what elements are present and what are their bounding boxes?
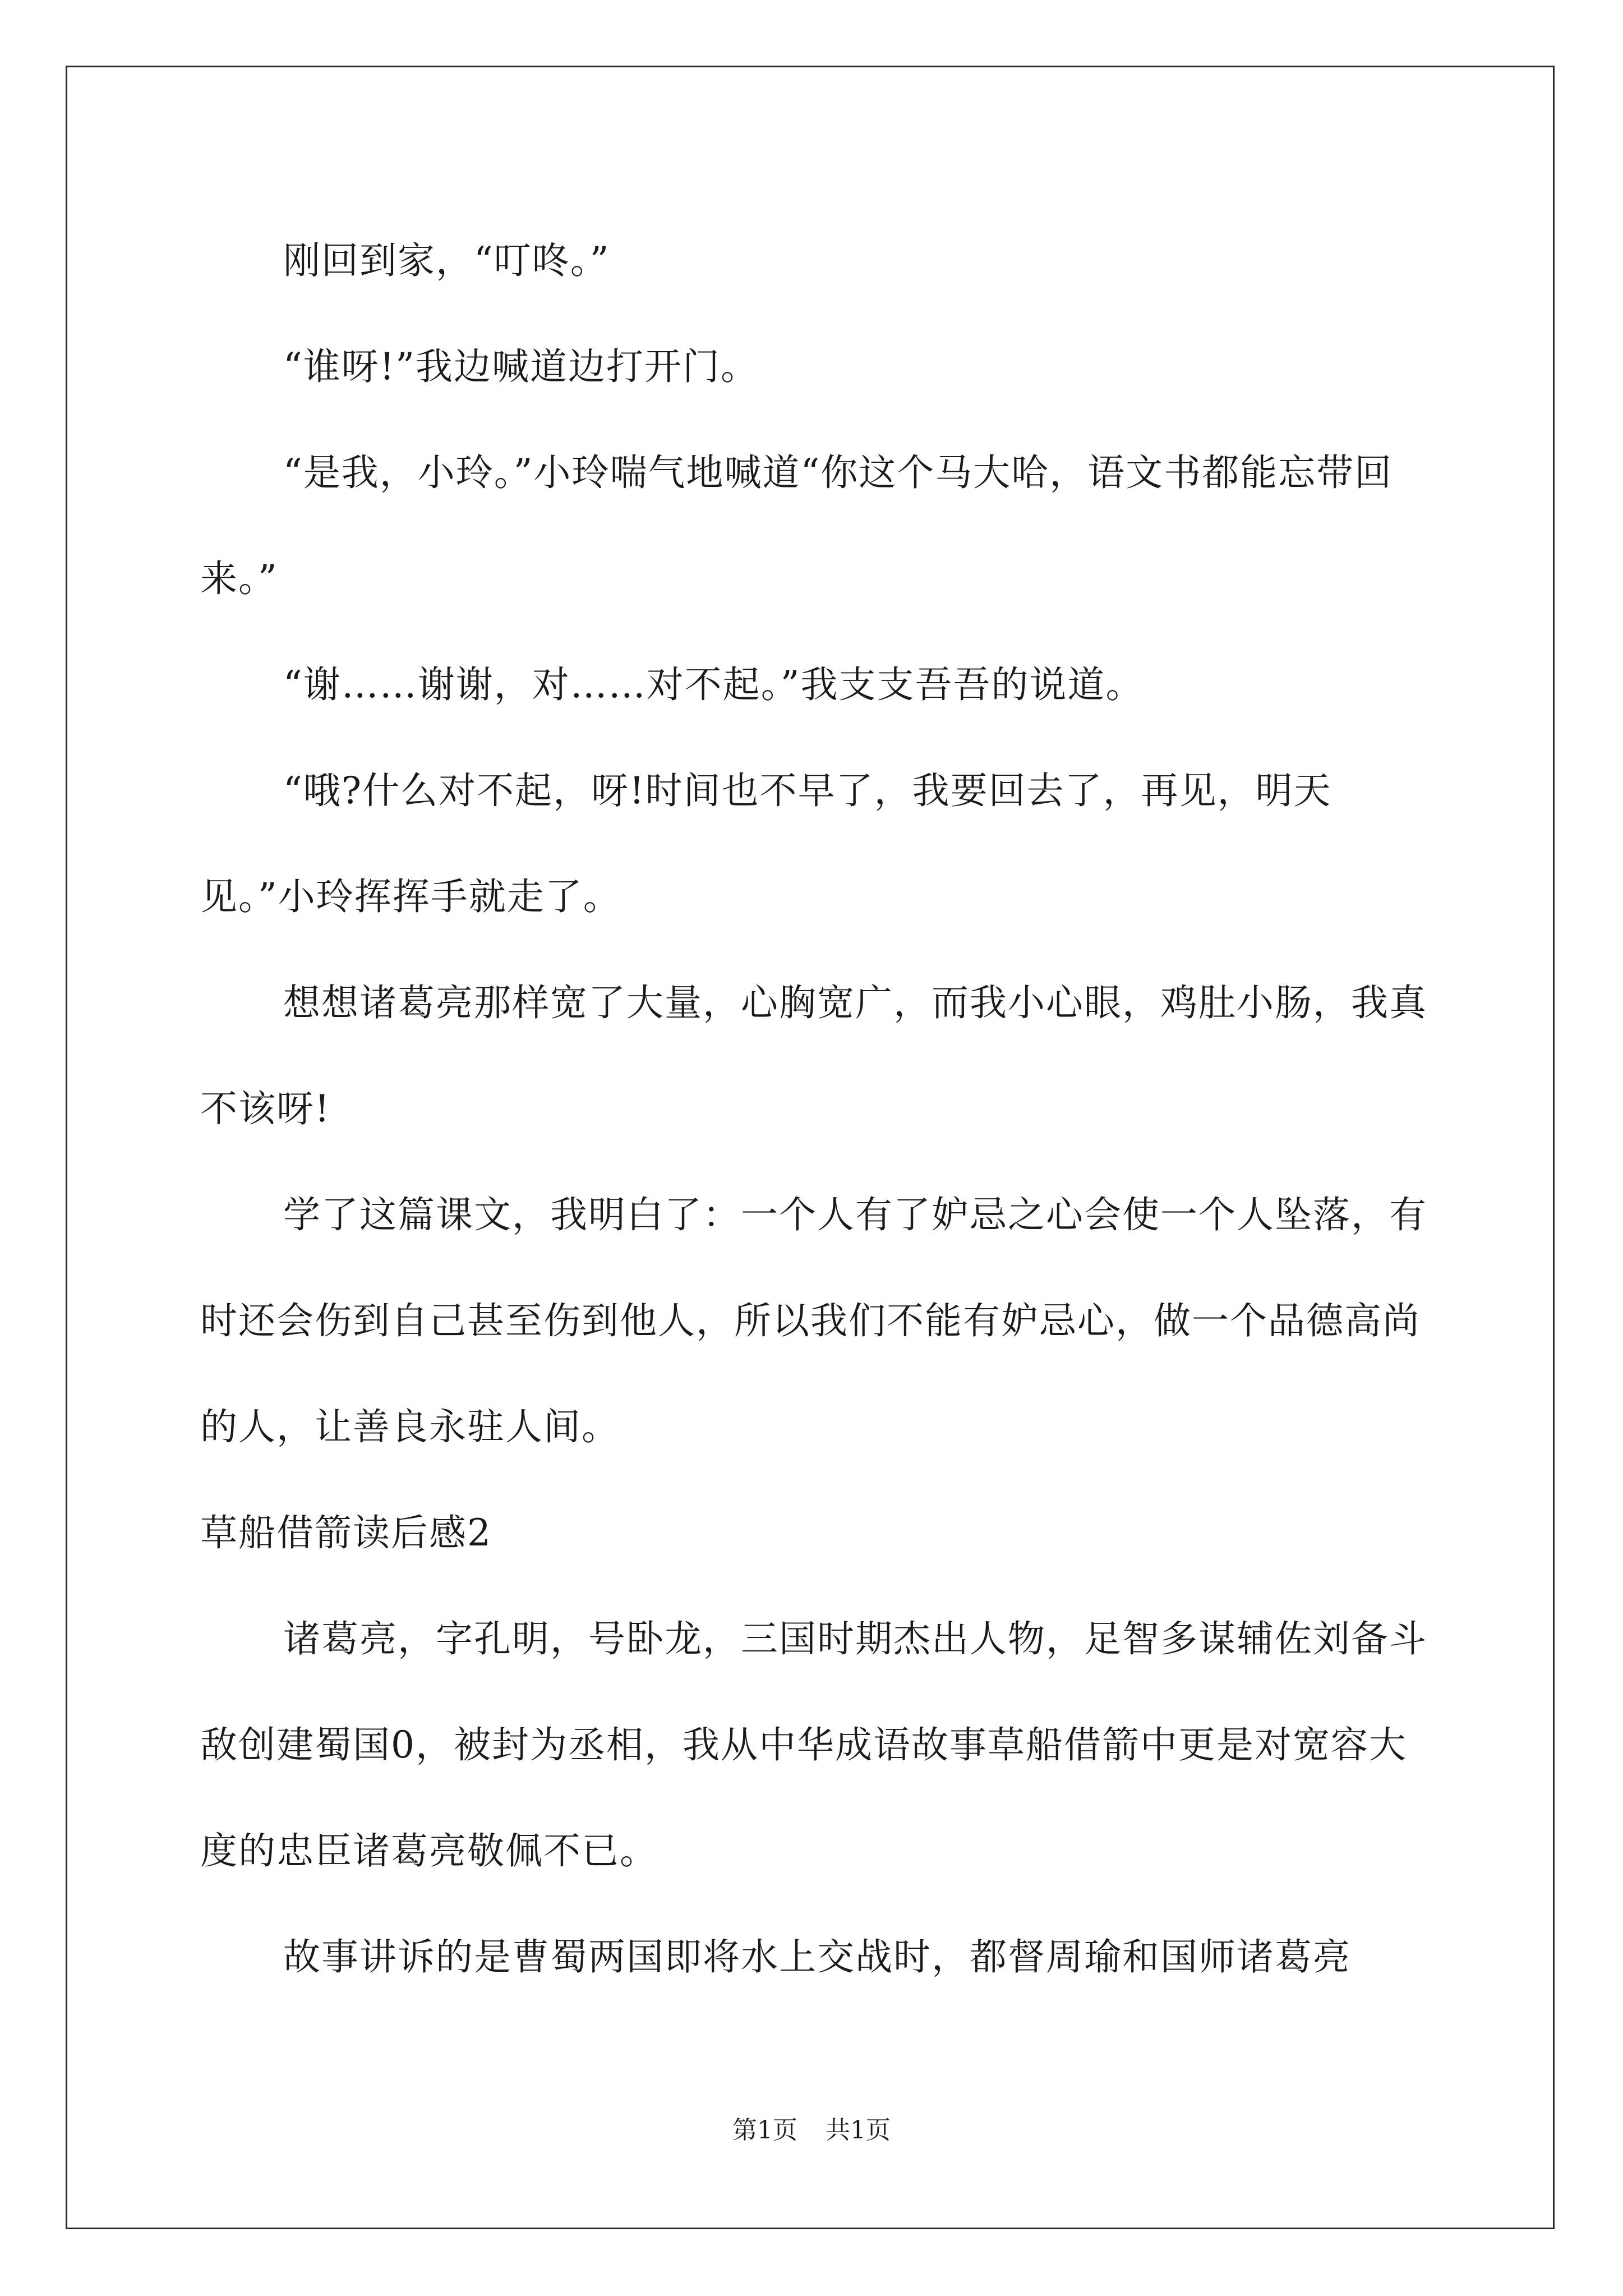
paragraph-7: 学了这篇课文，我明白了：一个人有了妒忌之心会使一个人坠落，有时还会伤到自己甚至伤到他人，所以我们不能有妒忌心，做一个品德高尚的人，让善良永驻人间。	[200, 1193, 1427, 1448]
paragraph-1: 刚回到家，“叮咚。”	[283, 239, 610, 282]
page-footer	[0, 2114, 1623, 2147]
paragraph-9: 故事讲诉的是曹蜀两国即将水上交战时，都督周瑜和国师诸葛亮	[283, 1935, 1351, 1978]
section-heading: 草船借箭读后感2	[200, 1511, 492, 1554]
page-total: 共1页	[826, 2116, 891, 2145]
paragraph-8: 诸葛亮，字孔明，号卧龙，三国时期杰出人物，足智多谋辅佐刘备斗敌创建蜀国0，被封为丞相，我从中华成语故事草船借箭中更是对宽容大度的忠臣诸葛亮敬佩不已。	[200, 1617, 1427, 1872]
page-number: 第1页	[732, 2116, 797, 2145]
paragraph-5: “哦?什么对不起，呀!时间也不早了，我要回去了，再见，明天见。”小玲挥挥手就走了。	[200, 769, 1332, 918]
paragraph-6: 想想诸葛亮那样宽了大量，心胸宽广，而我小心眼，鸡肚小肠，我真不该呀!	[200, 981, 1427, 1130]
paragraph-2: “谁呀!”我边喊道边打开门。	[283, 345, 759, 388]
paragraph-4: “谢……谢谢，对……对不起。”我支支吾吾的说道。	[283, 663, 1144, 706]
document-body	[200, 208, 1434, 2010]
paragraph-3: “是我，小玲。”小玲喘气地喊道“你这个马大哈，语文书都能忘带回来。”	[200, 451, 1393, 600]
